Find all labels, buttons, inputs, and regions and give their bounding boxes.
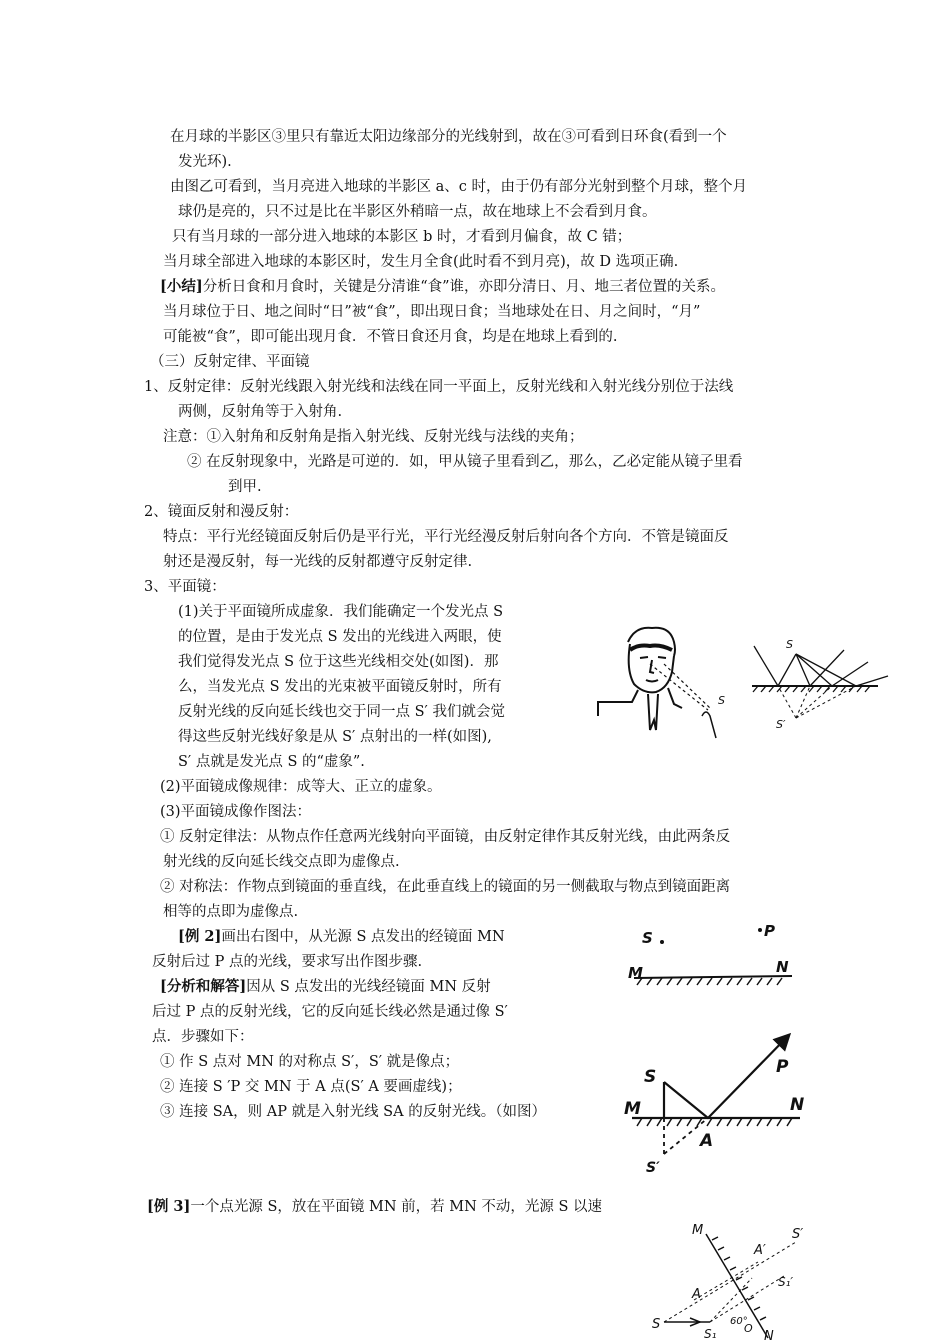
hair bbox=[628, 628, 675, 656]
label-s1-prime: S₁′ bbox=[778, 1275, 794, 1289]
example-tag: [例 2] bbox=[178, 928, 222, 945]
example-line: [例 3]一个点光源 S，放在平面镜 MN 前，若 MN 不动，光源 S 以速 bbox=[147, 1198, 603, 1215]
text-line: 得这些反射光线好象是从 S′ 点射出的一样(如图), bbox=[178, 729, 492, 745]
text-line: 当月球全部进入地球的本影区时，发生月全食(此时看不到月亮)，故 D 选项正确. bbox=[163, 254, 679, 270]
text-line: 两侧，反射角等于入射角. bbox=[178, 404, 343, 420]
text-line: ② 在反射现象中，光路是可逆的．如，甲从镜子里看到乙，那么，乙必定能从镜子里看 bbox=[187, 454, 743, 470]
label-angle: 60° bbox=[730, 1316, 748, 1327]
label-m: M bbox=[692, 1223, 704, 1238]
text-line: 后过 P 点的反射光线，它的反向延长线必然是通过像 S′ bbox=[152, 1004, 508, 1020]
text-line: 我们觉得发光点 S 位于这些光线相交处(如图)．那 bbox=[178, 654, 499, 670]
text-line: 注意：①入射角和反射角是指入射光线、反射光线与法线的夹角； bbox=[163, 429, 584, 445]
text-line: 射还是漫反射，每一光线的反射都遵守反射定律. bbox=[163, 554, 473, 570]
text-line: ③ 连接 SA，则 AP 就是入射光线 SA 的反射光线。（如图） bbox=[160, 1104, 546, 1120]
text-line: (3)平面镜成像作图法： bbox=[160, 804, 312, 820]
text-line: (1)关于平面镜所成虚象．我们能确定一个发光点 S bbox=[178, 604, 504, 620]
example2-problem-figure bbox=[620, 918, 810, 998]
tie bbox=[648, 694, 658, 730]
label-a-prime: A′ bbox=[754, 1243, 766, 1258]
text-line: S′ 点就是发光点 S 的“虚象”. bbox=[178, 754, 365, 770]
text-line: 的位置，是由于发光点 S 发出的光线进入两眼，使 bbox=[178, 629, 502, 645]
label-s: S bbox=[644, 1067, 657, 1087]
label-a: A bbox=[700, 1131, 714, 1151]
text-line: 只有当月球的一部分进入地球的本影区 b 时，才看到月偏食，故 C 错； bbox=[172, 229, 632, 245]
text-line: 相等的点即为虚像点. bbox=[163, 904, 299, 920]
text-line: ① 作 S 点对 MN 的对称点 S′，S′ 就是像点； bbox=[160, 1054, 460, 1070]
section-heading: （三）反射定律、平面镜 bbox=[150, 354, 310, 370]
example3-figure bbox=[650, 1220, 830, 1344]
text-line: 反射后过 P 点的光线，要求写出作图步骤. bbox=[152, 954, 423, 970]
label-n: N bbox=[790, 1095, 805, 1115]
text-line: 射光线的反向延长线交点即为虚像点. bbox=[163, 854, 400, 870]
text-line: 发光环). bbox=[178, 154, 232, 170]
label-n: N bbox=[776, 958, 789, 976]
text-line: 反射光线的反向延长线也交于同一点 S′ 我们就会觉 bbox=[178, 704, 505, 720]
text-line: ② 对称法：作物点到镜面的垂直线，在此垂直线上的镜面的另一侧截取与物点到镜面距离 bbox=[160, 879, 731, 895]
text-line: 到甲. bbox=[228, 479, 262, 495]
summary-tag: [小结] bbox=[160, 278, 203, 295]
text-line: 由图乙可看到，当月亮进入地球的半影区 a、c 时，由于仍有部分光射到整个月球，整个月 bbox=[170, 179, 747, 195]
label-m: M bbox=[628, 964, 643, 982]
label-a: A bbox=[692, 1287, 701, 1302]
text-line: 特点：平行光经镜面反射后仍是平行光，平行光经漫反射后射向各个方向．不管是镜面反 bbox=[163, 529, 729, 545]
mirror-image-figure bbox=[748, 628, 900, 738]
text-line: (2)平面镜成像规律：成等大、正立的虚象。 bbox=[160, 779, 442, 795]
text-line: 点．步骤如下： bbox=[152, 1029, 254, 1045]
text-line: 球仍是亮的，只不过是比在半影区外稍暗一点，故在地球上不会看到月食。 bbox=[178, 204, 657, 220]
label-m: M bbox=[624, 1099, 641, 1119]
text-line: 3、平面镜： bbox=[144, 579, 226, 595]
text-line: 2、镜面反射和漫反射： bbox=[144, 504, 299, 520]
summary-text: 分析日食和月食时，关键是分清谁“食”谁，亦即分清日、月、地三者位置的关系。 bbox=[202, 279, 726, 295]
example-tag: [例 3] bbox=[147, 1198, 191, 1215]
label-s-prime: S′ bbox=[792, 1227, 804, 1242]
text-line: 当月球位于日、地之间时“日”被“食”，即出现日食；当地球处在日、月之间时，“月” bbox=[163, 304, 701, 320]
summary-line bbox=[160, 277, 725, 297]
analysis-tag: [分析和解答] bbox=[160, 978, 247, 995]
example-line: [例 2]画出右图中，从光源 S 点发出的经镜面 MN bbox=[178, 928, 505, 945]
text-line: 1、反射定律：反射光线跟入射光线和法线在同一平面上，反射光线和入射光线分别位于法线 bbox=[144, 379, 734, 395]
example2-solution-figure bbox=[618, 1030, 818, 1180]
label-s-prime: S′ bbox=[646, 1160, 660, 1176]
text-line: 可能被“食”，即可能出现月食．不管日食还月食，均是在地球上看到的. bbox=[163, 329, 618, 345]
label-s: S bbox=[652, 1317, 661, 1332]
label-p: P bbox=[776, 1057, 789, 1077]
eye-observer-figure bbox=[590, 620, 740, 740]
text-line: ② 连接 S ′P 交 MN 于 A 点(S′ A 要画虚线)； bbox=[160, 1079, 462, 1095]
label-s: S bbox=[642, 929, 653, 947]
analysis-line: [分析和解答]因从 S 点发出的光线经镜面 MN 反射 bbox=[160, 978, 491, 995]
label-n: N bbox=[764, 1329, 774, 1344]
label-s1: S₁ bbox=[704, 1327, 717, 1341]
label-p: P bbox=[764, 922, 775, 940]
label-s: S bbox=[718, 694, 725, 707]
label-o: O bbox=[744, 1322, 753, 1335]
text-line: ① 反射定律法：从物点作任意两光线射向平面镜，由反射定律作其反射光线，由此两条反 bbox=[160, 829, 731, 845]
label-s-prime: S′ bbox=[776, 718, 786, 731]
label-s: S bbox=[786, 638, 793, 651]
text-line: 在月球的半影区③里只有靠近太阳边缘部分的光线射到，故在③可看到日环食(看到一个 bbox=[170, 129, 727, 145]
text-line: 么，当发光点 S 发出的光束被平面镜反射时，所有 bbox=[178, 679, 502, 695]
